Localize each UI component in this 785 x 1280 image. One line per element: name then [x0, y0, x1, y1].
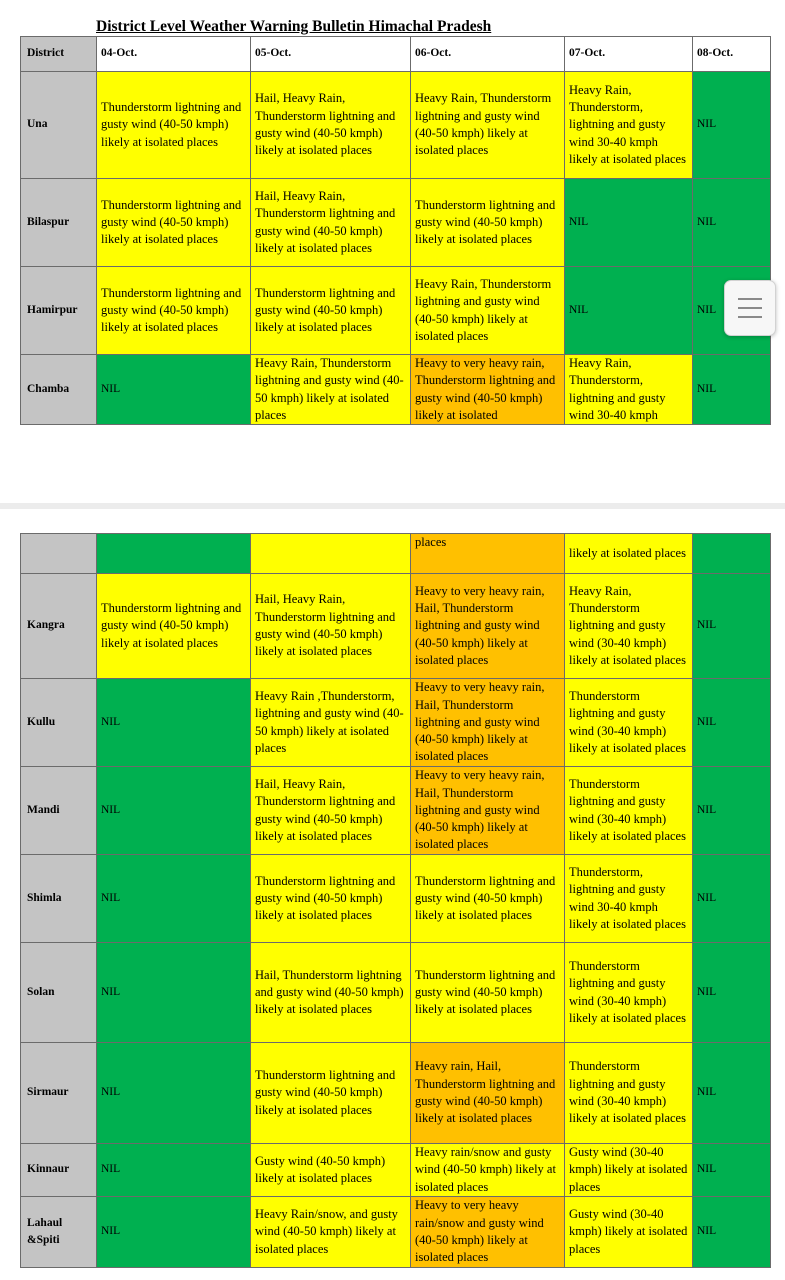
- header-date-06: 06-Oct.: [411, 37, 565, 72]
- warning-cell: NIL: [693, 355, 771, 425]
- header-date-05: 05-Oct.: [251, 37, 411, 72]
- table-row-shimla: [21, 855, 771, 943]
- warning-cell: Heavy to very heavy rain, Hail, Thunderstorm lightning and gusty wind (40-50 kmph) likely at isolated places: [411, 767, 565, 855]
- warning-table-part1: [20, 36, 771, 425]
- warning-cell: Heavy Rain, Thunderstorm lightning and gusty wind (30-40 kmph) likely at isolated places: [565, 574, 693, 679]
- warning-cell: NIL: [693, 943, 771, 1043]
- table-row-kullu: [21, 679, 771, 767]
- warning-cell: Heavy Rain/snow, and gusty wind (40-50 kmph) likely at isolated places: [251, 1197, 411, 1268]
- warning-cell: NIL: [693, 1197, 771, 1268]
- district-cell: Hamirpur: [21, 267, 97, 355]
- table-row-chamba: [21, 355, 771, 425]
- warning-cell: Gusty wind (30-40 kmph) likely at isolated places: [565, 1144, 693, 1197]
- warning-table-part2: [20, 533, 771, 1268]
- warning-cell: Heavy rain, Hail, Thunderstorm lightning and gusty wind (40-50 kmph) likely at isolated places: [411, 1043, 565, 1144]
- warning-cell: places: [411, 534, 565, 574]
- table-row-continuation: [21, 534, 771, 574]
- warning-cell: Heavy Rain, Thunderstorm, lightning and gusty wind 30-40 kmph likely at isolated places: [565, 72, 693, 179]
- warning-cell: Thunderstorm lightning and gusty wind (40-50 kmph) likely at isolated places: [97, 267, 251, 355]
- district-cell: Sirmaur: [21, 1043, 97, 1144]
- warning-cell: NIL: [693, 179, 771, 267]
- table-header-row: [21, 37, 771, 72]
- warning-cell: NIL: [565, 267, 693, 355]
- warning-cell: NIL: [693, 72, 771, 179]
- warning-cell: NIL: [97, 1197, 251, 1268]
- warning-cell-empty: [693, 534, 771, 574]
- district-cell: Kinnaur: [21, 1144, 97, 1197]
- warning-cell: Heavy Rain, Thunderstorm, lightning and gusty wind 30-40 kmph: [565, 355, 693, 425]
- warning-cell: Thunderstorm lightning and gusty wind (40-50 kmph) likely at isolated places: [97, 72, 251, 179]
- warning-cell: Thunderstorm lightning and gusty wind (30-40 kmph) likely at isolated places: [565, 767, 693, 855]
- warning-cell: NIL: [97, 679, 251, 767]
- table-row-kinnaur: [21, 1144, 771, 1197]
- warning-cell: NIL: [693, 574, 771, 679]
- district-cell: Una: [21, 72, 97, 179]
- warning-cell: Heavy rain/snow and gusty wind (40-50 kmph) likely at isolated places: [411, 1144, 565, 1197]
- warning-cell: Thunderstorm lightning and gusty wind (40-50 kmph) likely at isolated places: [251, 855, 411, 943]
- warning-cell: Hail, Heavy Rain, Thunderstorm lightning and gusty wind (40-50 kmph) likely at isolated places: [251, 72, 411, 179]
- table-row-una: [21, 72, 771, 179]
- district-cell: Mandi: [21, 767, 97, 855]
- warning-cell: Thunderstorm lightning and gusty wind (40-50 kmph) likely at isolated places: [251, 267, 411, 355]
- warning-cell: likely at isolated places: [565, 534, 693, 574]
- district-cell: Kangra: [21, 574, 97, 679]
- warning-cell: NIL: [693, 1144, 771, 1197]
- table-row-mandi: [21, 767, 771, 855]
- table-row-sirmaur: [21, 1043, 771, 1144]
- warning-cell: Heavy to very heavy rain, Hail, Thunderstorm lightning and gusty wind (40-50 kmph) likely at isolated places: [411, 574, 565, 679]
- warning-cell-empty: [97, 534, 251, 574]
- district-cell: Kullu: [21, 679, 97, 767]
- warning-cell: Heavy to very heavy rain, Hail, Thunderstorm lightning and gusty wind (40-50 kmph) likely at isolated places: [411, 679, 565, 767]
- warning-cell: NIL: [97, 1144, 251, 1197]
- warning-cell: Heavy Rain, Thunderstorm lightning and gusty wind (40-50 kmph) likely at isolated places: [411, 267, 565, 355]
- table-row-solan: [21, 943, 771, 1043]
- warning-cell: Thunderstorm lightning and gusty wind (30-40 kmph) likely at isolated places: [565, 1043, 693, 1144]
- warning-cell: Heavy to very heavy rain, Thunderstorm lightning and gusty wind (40-50 kmph) likely at isolated: [411, 355, 565, 425]
- page-separator: [0, 503, 785, 509]
- warning-cell: Gusty wind (40-50 kmph) likely at isolated places: [251, 1144, 411, 1197]
- warning-cell: Thunderstorm lightning and gusty wind (40-50 kmph) likely at isolated places: [411, 855, 565, 943]
- header-district: District: [21, 37, 97, 72]
- district-cell: Lahaul &Spiti: [21, 1197, 97, 1268]
- table-row-bilaspur: [21, 179, 771, 267]
- header-date-08: 08-Oct.: [693, 37, 771, 72]
- warning-cell: NIL: [693, 1043, 771, 1144]
- warning-cell: Heavy Rain, Thunderstorm lightning and gusty wind (40-50 kmph) likely at isolated places: [251, 355, 411, 425]
- district-cell: Chamba: [21, 355, 97, 425]
- district-cell: Solan: [21, 943, 97, 1043]
- warning-cell: Gusty wind (30-40 kmph) likely at isolated places: [565, 1197, 693, 1268]
- table-row-hamirpur: [21, 267, 771, 355]
- warning-cell: NIL: [693, 267, 771, 355]
- warning-cell: Heavy Rain, Thunderstorm lightning and gusty wind (40-50 kmph) likely at isolated places: [411, 72, 565, 179]
- warning-cell: Thunderstorm lightning and gusty wind (40-50 kmph) likely at isolated places: [411, 943, 565, 1043]
- header-date-07: 07-Oct.: [565, 37, 693, 72]
- warning-cell: Heavy Rain ,Thunderstorm, lightning and gusty wind (40-50 kmph) likely at isolated places: [251, 679, 411, 767]
- warning-cell: Thunderstorm, lightning and gusty wind 30-40 kmph likely at isolated places: [565, 855, 693, 943]
- district-cell-empty: [21, 534, 97, 574]
- warning-cell: NIL: [565, 179, 693, 267]
- scroll-handle[interactable]: [724, 280, 776, 336]
- warning-cell: NIL: [97, 855, 251, 943]
- warning-cell: Thunderstorm lightning and gusty wind (40-50 kmph) likely at isolated places: [97, 574, 251, 679]
- district-cell: Shimla: [21, 855, 97, 943]
- warning-cell: NIL: [693, 767, 771, 855]
- header-date-04: 04-Oct.: [97, 37, 251, 72]
- warning-cell: Thunderstorm lightning and gusty wind (40-50 kmph) likely at isolated places: [97, 179, 251, 267]
- bulletin-title: District Level Weather Warning Bulletin Himachal Pradesh: [96, 18, 492, 35]
- warning-cell-empty: [251, 534, 411, 574]
- warning-cell: Hail, Heavy Rain, Thunderstorm lightning and gusty wind (40-50 kmph) likely at isolated places: [251, 574, 411, 679]
- warning-cell: Thunderstorm lightning and gusty wind (30-40 kmph) likely at isolated places: [565, 679, 693, 767]
- warning-cell: Thunderstorm lightning and gusty wind (40-50 kmph) likely at isolated places: [411, 179, 565, 267]
- table-row-lahaul-spiti: [21, 1197, 771, 1268]
- warning-cell: Hail, Heavy Rain, Thunderstorm lightning and gusty wind (40-50 kmph) likely at isolated places: [251, 179, 411, 267]
- warning-cell: Thunderstorm lightning and gusty wind (40-50 kmph) likely at isolated places: [251, 1043, 411, 1144]
- warning-cell: NIL: [97, 355, 251, 425]
- warning-cell: NIL: [97, 1043, 251, 1144]
- warning-cell: NIL: [97, 943, 251, 1043]
- warning-cell: Hail, Thunderstorm lightning and gusty wind (40-50 kmph) likely at isolated places: [251, 943, 411, 1043]
- warning-cell: Hail, Heavy Rain, Thunderstorm lightning and gusty wind (40-50 kmph) likely at isolated places: [251, 767, 411, 855]
- warning-cell: NIL: [693, 679, 771, 767]
- table-row-kangra: [21, 574, 771, 679]
- warning-cell: NIL: [693, 855, 771, 943]
- warning-cell: Heavy to very heavy rain/snow and gusty wind (40-50 kmph) likely at isolated places: [411, 1197, 565, 1268]
- warning-cell: Thunderstorm lightning and gusty wind (30-40 kmph) likely at isolated places: [565, 943, 693, 1043]
- warning-cell: NIL: [97, 767, 251, 855]
- district-cell: Bilaspur: [21, 179, 97, 267]
